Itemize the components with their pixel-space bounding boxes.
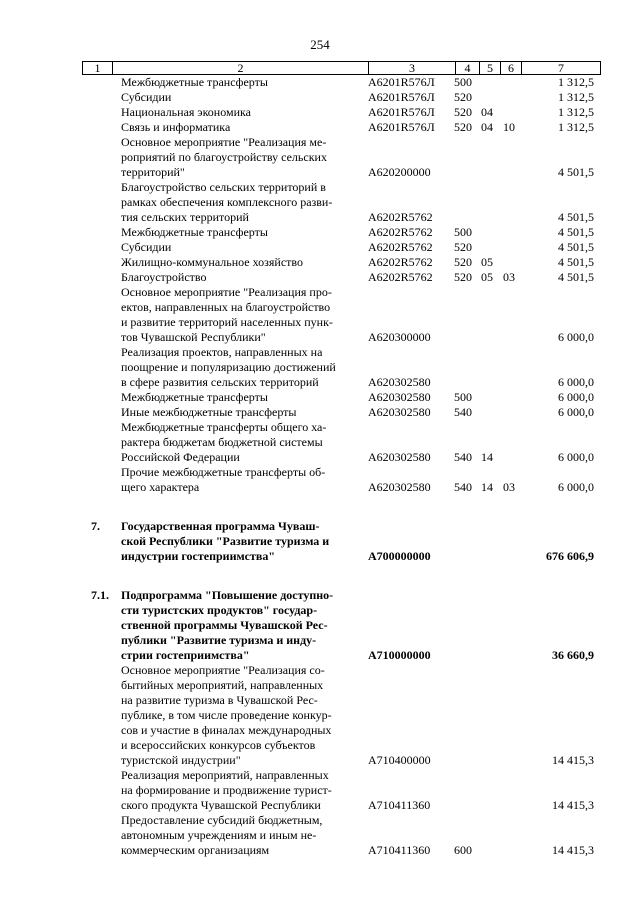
row-code: А620200000 bbox=[368, 165, 431, 179]
row-code: А700000000 bbox=[368, 549, 431, 563]
table-row bbox=[0, 90, 640, 105]
table-row bbox=[0, 768, 640, 813]
row-name: Прочие межбюджетные трансферты об- щего характера bbox=[121, 465, 326, 494]
row-col4: 520 bbox=[454, 120, 472, 134]
row-number: 7.1. bbox=[91, 588, 109, 602]
row-col5: 04 bbox=[481, 105, 493, 119]
row-col6: 10 bbox=[503, 120, 515, 134]
page-number: 254 bbox=[310, 37, 330, 52]
row-name: Благоустройство сельских территорий в рамках обеспечения комплексного разви- тия сельских территорий bbox=[121, 180, 333, 224]
row-name: Субсидии bbox=[121, 240, 172, 254]
row-code: А6202R5762 bbox=[368, 210, 433, 224]
table-row bbox=[0, 135, 640, 180]
row-amount: 676 606,9 bbox=[546, 549, 594, 563]
row-col4: 500 bbox=[454, 75, 472, 89]
table-row bbox=[0, 519, 640, 564]
row-col4: 540 bbox=[454, 450, 472, 464]
table-row bbox=[0, 180, 640, 225]
row-name: Иные межбюджетные трансферты bbox=[121, 405, 297, 419]
row-code: А6201R576Л bbox=[368, 90, 435, 104]
row-amount: 14 415,3 bbox=[552, 753, 594, 767]
row-code: А710411360 bbox=[368, 798, 431, 812]
row-amount: 4 501,5 bbox=[558, 240, 594, 254]
row-code: А710411360 bbox=[368, 843, 431, 857]
row-code: А6202R5762 bbox=[368, 225, 433, 239]
table-row bbox=[0, 588, 640, 663]
row-code: А620300000 bbox=[368, 330, 431, 344]
row-amount: 4 501,5 bbox=[558, 270, 594, 284]
row-name: Национальная экономика bbox=[121, 105, 251, 119]
table-row bbox=[0, 285, 640, 345]
row-code: А620302580 bbox=[368, 405, 431, 419]
table-row bbox=[0, 105, 640, 120]
table-row bbox=[0, 120, 640, 135]
row-code: А6201R576Л bbox=[368, 75, 435, 89]
row-code: А620302580 bbox=[368, 450, 431, 464]
row-amount: 14 415,3 bbox=[552, 843, 594, 857]
row-amount: 36 660,9 bbox=[552, 648, 594, 662]
table-row bbox=[0, 813, 640, 858]
row-name: Межбюджетные трансферты bbox=[121, 390, 268, 404]
row-name: Основное мероприятие "Реализация про- ектов, направленных на благоустройство и развитие территорий населенных пунк- тов Чувашской Республики" bbox=[121, 285, 333, 344]
row-amount: 1 312,5 bbox=[558, 105, 594, 119]
row-name: Межбюджетные трансферты bbox=[121, 75, 268, 89]
row-name: Благоустройство bbox=[121, 270, 207, 284]
row-col5: 05 bbox=[481, 270, 493, 284]
table-row bbox=[0, 75, 640, 90]
row-amount: 1 312,5 bbox=[558, 75, 594, 89]
table-row bbox=[0, 270, 640, 285]
row-col6: 03 bbox=[503, 270, 515, 284]
row-name: Межбюджетные трансферты общего ха- рактера бюджетам бюджетной системы Российской Федерации bbox=[121, 420, 327, 464]
row-name: Подпрограмма "Повышение доступно- сти туристских продуктов" государ- ственной программы Чувашской Рес- публики "Развитие туризма и инду- стрии гостеприимства" bbox=[121, 588, 334, 662]
row-name: Основное мероприятие "Реализация со- бытийных мероприятий, направленных на развитие туризма в Чувашской Рес- публике, в том числе проведение конкур- сов и участие в финалах международных и всероссийских конкурсов субъектов туристской индустрии" bbox=[121, 663, 332, 767]
row-col4: 520 bbox=[454, 90, 472, 104]
column-header-3: 3 bbox=[369, 62, 456, 75]
row-name: Связь и информатика bbox=[121, 120, 231, 134]
table-row bbox=[0, 420, 640, 465]
row-amount: 4 501,5 bbox=[558, 225, 594, 239]
column-header-row bbox=[82, 61, 601, 75]
table-row bbox=[0, 405, 640, 420]
row-name: Предоставление субсидий бюджетным, автономным учреждениям и иным не- коммерческим организациям bbox=[121, 813, 323, 857]
column-header-4: 4 bbox=[456, 62, 480, 75]
row-code: А6202R5762 bbox=[368, 255, 433, 269]
row-col4: 500 bbox=[454, 390, 472, 404]
row-name: Межбюджетные трансферты bbox=[121, 225, 268, 239]
row-name: Основное мероприятие "Реализация ме- роприятий по благоустройству сельских территорий" bbox=[121, 135, 327, 179]
row-amount: 1 312,5 bbox=[558, 90, 594, 104]
row-amount: 6 000,0 bbox=[558, 450, 594, 464]
row-code: А710400000 bbox=[368, 753, 431, 767]
row-col4: 540 bbox=[454, 480, 472, 494]
row-number: 7. bbox=[91, 519, 100, 533]
row-amount: 6 000,0 bbox=[558, 480, 594, 494]
row-code: А710000000 bbox=[368, 648, 431, 662]
row-amount: 1 312,5 bbox=[558, 120, 594, 134]
table-row bbox=[0, 255, 640, 270]
row-col6: 03 bbox=[503, 480, 515, 494]
row-name: Реализация мероприятий, направленных на формирование и продвижение турист- ского продукта Чувашской Республики bbox=[121, 768, 332, 812]
row-amount: 4 501,5 bbox=[558, 255, 594, 269]
table-row bbox=[0, 345, 640, 390]
column-header-7: 7 bbox=[522, 62, 601, 75]
row-col4: 520 bbox=[454, 270, 472, 284]
row-col4: 500 bbox=[454, 225, 472, 239]
row-col4: 520 bbox=[454, 105, 472, 119]
row-amount: 14 415,3 bbox=[552, 798, 594, 812]
row-code: А6201R576Л bbox=[368, 120, 435, 134]
row-col4: 540 bbox=[454, 405, 472, 419]
row-amount: 6 000,0 bbox=[558, 390, 594, 404]
column-header-2: 2 bbox=[113, 62, 369, 75]
table-row bbox=[0, 240, 640, 255]
row-code: А6202R5762 bbox=[368, 240, 433, 254]
row-name: Жилищно-коммунальное хозяйство bbox=[121, 255, 304, 269]
row-amount: 4 501,5 bbox=[558, 210, 594, 224]
row-col4: 600 bbox=[454, 843, 472, 857]
row-amount: 6 000,0 bbox=[558, 330, 594, 344]
row-col5: 14 bbox=[481, 450, 493, 464]
column-header-5: 5 bbox=[480, 62, 501, 75]
table-row bbox=[0, 663, 640, 768]
row-col5: 14 bbox=[481, 480, 493, 494]
row-code: А620302580 bbox=[368, 375, 431, 389]
column-header-6: 6 bbox=[501, 62, 522, 75]
table-row bbox=[0, 225, 640, 240]
row-amount: 4 501,5 bbox=[558, 165, 594, 179]
table-row bbox=[0, 465, 640, 495]
row-col4: 520 bbox=[454, 255, 472, 269]
row-amount: 6 000,0 bbox=[558, 375, 594, 389]
row-name: Реализация проектов, направленных на поощрение и популяризацию достижений в сфере развития сельских территорий bbox=[121, 345, 336, 389]
row-code: А6202R5762 bbox=[368, 270, 433, 284]
row-col4: 520 bbox=[454, 240, 472, 254]
row-amount: 6 000,0 bbox=[558, 405, 594, 419]
row-col5: 05 bbox=[481, 255, 493, 269]
row-code: А620302580 bbox=[368, 390, 431, 404]
row-name: Государственная программа Чуваш- ской Республики "Развитие туризма и индустрии гостеприимства" bbox=[121, 519, 330, 563]
row-code: А620302580 bbox=[368, 480, 431, 494]
row-name: Субсидии bbox=[121, 90, 172, 104]
table-row bbox=[0, 390, 640, 405]
row-col5: 04 bbox=[481, 120, 493, 134]
row-code: А6201R576Л bbox=[368, 105, 435, 119]
column-header-1: 1 bbox=[83, 62, 113, 75]
